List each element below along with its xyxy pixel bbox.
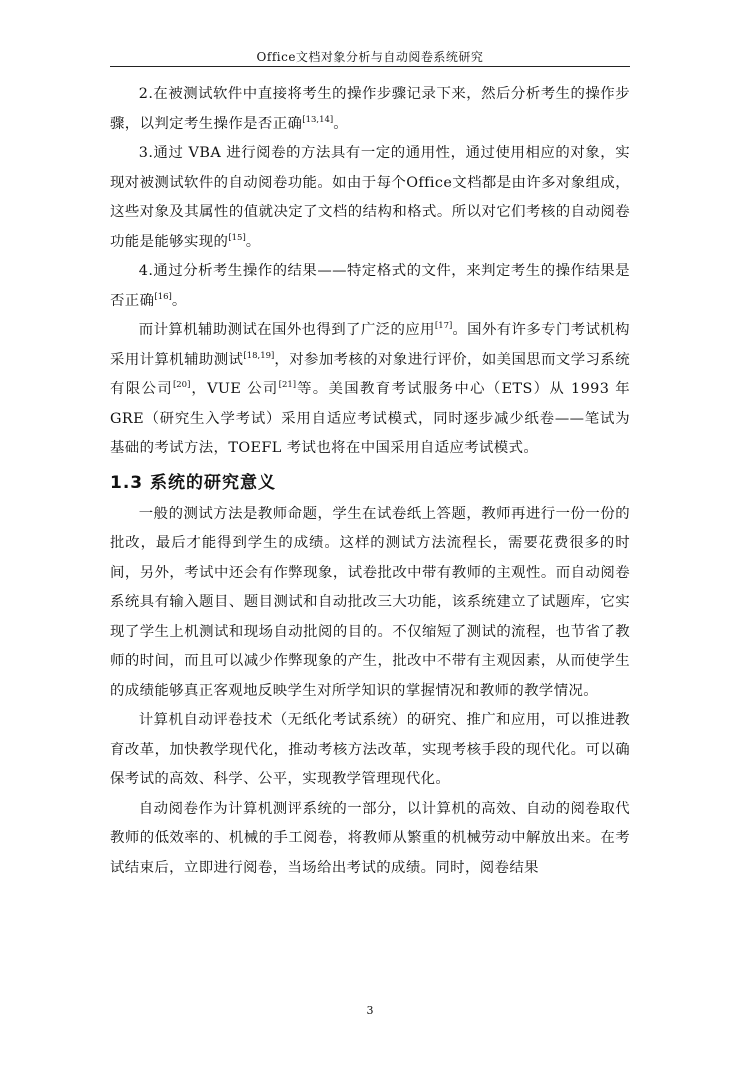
paragraph-significance-1: 一般的测试方法是教师命题，学生在试卷纸上答题，教师再进行一份一份的批改，最后才能得到学生的成绩。这样的测试方法流程长，需要花费很多的时间，另外，考试中还会有作弊现象，试卷批改中带有教师的主观性。而自动阅卷系统具有输入题目、题目测试和自动批改三大功能，该系统建立了试题库，它实现了学生上机测试和现场自动批阅的目的。不仅缩短了测试的流程，也节省了教师的时间，而且可以减少作弊现象的产生，批改中不带有主观因素，从而使学生的成绩能够真正客观地反映学生对所学知识的掌握情况和教师的教学情况。 <box>110 505 630 699</box>
paragraph-end: 。 <box>171 292 187 309</box>
citation-13-14: [13,14] <box>302 114 334 125</box>
paragraph-end: 。 <box>333 115 349 132</box>
paragraph-text: 。国外有许多专门考试机构采用计算机辅助测试 <box>110 322 630 368</box>
page-number: 3 <box>366 1004 374 1017</box>
citation-18-19: [18,19] <box>243 350 275 361</box>
citation-15: [15] <box>228 232 246 243</box>
paragraph-method-4 <box>110 257 630 316</box>
paragraph-text: 而计算机辅助测试在国外也得到了广泛的应用 <box>138 322 435 338</box>
citation-17: [17] <box>434 321 453 332</box>
paragraph-significance-2: 计算机自动评卷技术（无纸化考试系统）的研究、推广和应用，可以推进教育改革，加快教学现代化，推动考核方法改革，实现考核手段的现代化。可以确保考试的高效、科学、公平，实现教学管理现代化。 <box>110 712 630 787</box>
paragraph-text: 2.在被测试软件中直接将考生的操作步骤记录下来，然后分析考生的操作步骤，以判定考生操作是否正确 <box>110 86 630 132</box>
paragraph-foreign-applications <box>110 316 630 464</box>
citation-16: [16] <box>154 291 172 302</box>
paragraph-text: 3.通过 VBA 进行阅卷的方法具有一定的通用性，通过使用相应的对象，实现对被测试软件的自动阅卷功能。如由于每个Office文档都是由许多对象组成，这些对象及其属性的值就决定了文档的结构和格式。所以对它们考核的自动阅卷功能是能够实现的 <box>110 145 630 250</box>
paragraph-text: ，VUE 公司 <box>190 381 279 397</box>
paragraph-method-3 <box>110 139 630 257</box>
paragraph-end: 。 <box>245 233 261 250</box>
paragraph-method-2 <box>110 80 630 139</box>
header-rule <box>110 66 630 67</box>
page-body <box>110 80 630 883</box>
paragraph-text: ，对参加考核的对象进行评价，如美国思而文学习系统有限公司 <box>110 351 630 397</box>
paragraph-text: 4.通过分析考生操作的结果——特定格式的文件，来判定考生的操作结果是否正确 <box>110 263 630 309</box>
citation-21: [21] <box>278 380 297 391</box>
section-heading: 1.3 系统的研究意义 <box>110 472 277 493</box>
paragraph-significance-3: 自动阅卷作为计算机测评系统的一部分，以计算机的高效、自动的阅卷取代教师的低效率的、机械的手工阅卷，将教师从繁重的机械劳动中解放出来。在考试结束后，立即进行阅卷，当场给出考试的成绩。同时，阅卷结果 <box>110 800 630 876</box>
paragraph-text: 等。美国教育考试服务中心（ETS）从 1993 年 GRE（研究生入学考试）采用自适应考试模式，同时逐步减少纸卷——笔试为基础的考试方法，TOEFL 考试也将在中国采用自适应考试模式。 <box>110 381 630 456</box>
citation-20: [20] <box>172 380 191 391</box>
running-header: Office文档对象分析与自动阅卷系统研究 <box>256 50 484 64</box>
